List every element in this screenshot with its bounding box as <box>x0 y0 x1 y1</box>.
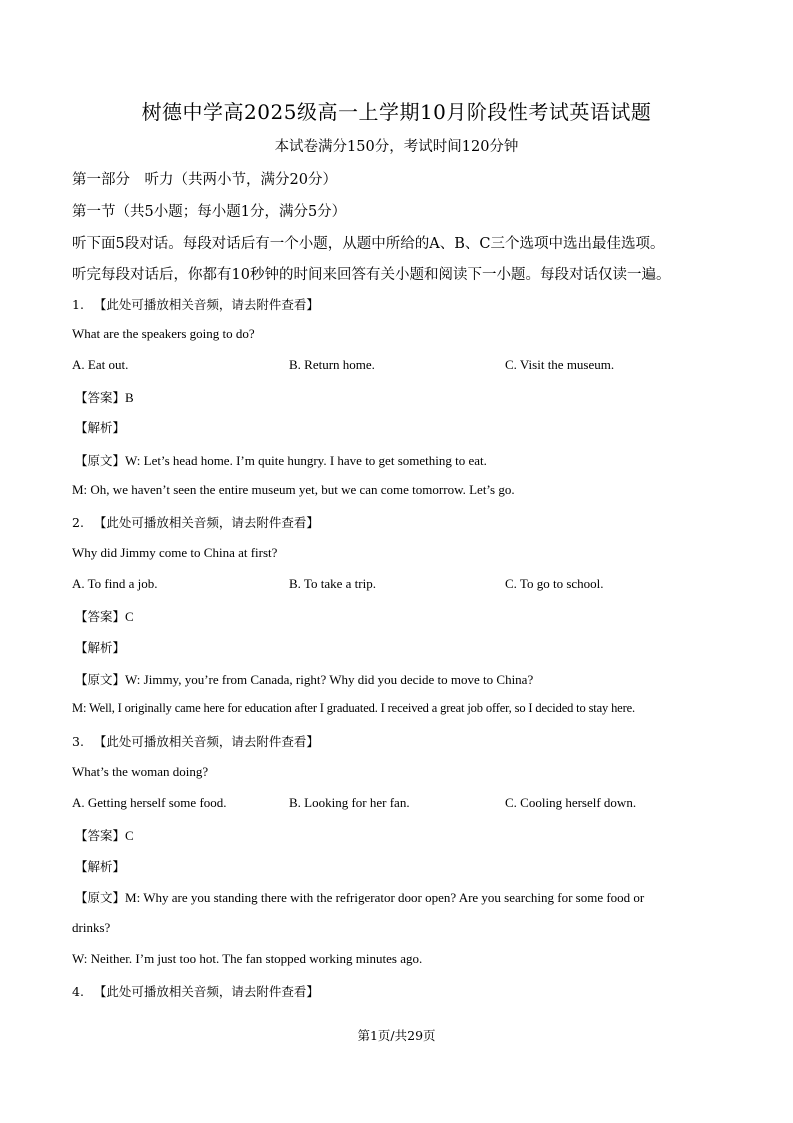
answer-row <box>75 607 134 625</box>
answer-value: B <box>125 390 134 405</box>
question-audio-row <box>72 295 319 313</box>
part-heading: 第一部分 听力（共两小节，满分20分） <box>72 172 337 188</box>
exam-info: 本试卷满分150分，考试时间120分钟 <box>274 139 519 155</box>
page-footer: 第1页/共29页 <box>357 1028 436 1043</box>
answer-row <box>75 826 134 844</box>
option-c: C. Visit the museum. <box>505 357 615 372</box>
option-a: A. Eat out. <box>72 357 129 372</box>
option-c: C. To go to school. <box>505 576 604 591</box>
answer-row <box>75 388 134 406</box>
question-number: 1. <box>72 297 84 312</box>
transcript-line: M: Oh, we haven’t seen the entire museum yet, but we can come tomorrow. Let’s go. <box>72 482 515 497</box>
question-audio-row <box>72 982 319 1000</box>
question-text: What are the speakers going to do? <box>72 326 255 341</box>
question-text: Why did Jimmy come to China at first? <box>72 545 278 560</box>
transcript-row <box>75 670 533 688</box>
option-a: A. Getting herself some food. <box>72 795 227 810</box>
audio-note: 【此处可播放相关音频，请去附件查看】 <box>93 984 319 999</box>
question-number: 3. <box>72 734 84 749</box>
question-text: What’s the woman doing? <box>72 764 209 779</box>
question-audio-row <box>72 732 319 750</box>
answer-label: 【答案】 <box>75 609 126 624</box>
transcript-line: M: Why are you standing there with the refrigerator door open? Are you searching for some food or <box>125 890 645 905</box>
answer-value: C <box>125 609 134 624</box>
page-title: 树德中学高2025级高一上学期10月阶段性考试英语试题 <box>141 100 652 124</box>
instruction-line: 听下面5段对话。每段对话后有一个小题，从题中所给的A、B、C三个选项中选出最佳选项。 <box>72 236 665 252</box>
option-b: B. Return home. <box>289 357 375 372</box>
transcript-line: W: Jimmy, you’re from Canada, right? Why did you decide to move to China? <box>125 672 534 687</box>
analysis-label: 【解析】 <box>75 420 126 435</box>
analysis-label: 【解析】 <box>75 640 126 655</box>
audio-note: 【此处可播放相关音频，请去附件查看】 <box>93 734 319 749</box>
question-audio-row <box>72 513 319 531</box>
transcript-line: drinks? <box>72 920 111 935</box>
question-number: 4. <box>72 984 84 999</box>
audio-note: 【此处可播放相关音频，请去附件查看】 <box>93 297 319 312</box>
transcript-line: W: Let’s head home. I’m quite hungry. I have to get something to eat. <box>125 453 487 468</box>
answer-label: 【答案】 <box>75 828 126 843</box>
instruction-line: 听完每段对话后，你都有10秒钟的时间来回答有关小题和阅读下一小题。每段对话仅读一遍。 <box>72 267 671 283</box>
transcript-line: W: Neither. I’m just too hot. The fan stopped working minutes ago. <box>72 951 423 966</box>
option-b: B. Looking for her fan. <box>289 795 410 810</box>
transcript-row <box>75 451 487 469</box>
section-heading: 第一节（共5小题；每小题1分，满分5分） <box>72 204 347 220</box>
original-label: 【原文】 <box>75 453 126 468</box>
audio-note: 【此处可播放相关音频，请去附件查看】 <box>93 515 319 530</box>
transcript-row <box>75 888 644 906</box>
answer-label: 【答案】 <box>75 390 126 405</box>
original-label: 【原文】 <box>75 672 126 687</box>
option-a: A. To find a job. <box>72 576 158 591</box>
answer-value: C <box>125 828 134 843</box>
question-number: 2. <box>72 515 84 530</box>
option-b: B. To take a trip. <box>289 576 376 591</box>
original-label: 【原文】 <box>75 890 126 905</box>
option-c: C. Cooling herself down. <box>505 795 637 810</box>
transcript-line: M: Well, I originally came here for education after I graduated. I received a great job offer, so I decided to stay here. <box>72 701 635 715</box>
analysis-label: 【解析】 <box>75 859 126 874</box>
